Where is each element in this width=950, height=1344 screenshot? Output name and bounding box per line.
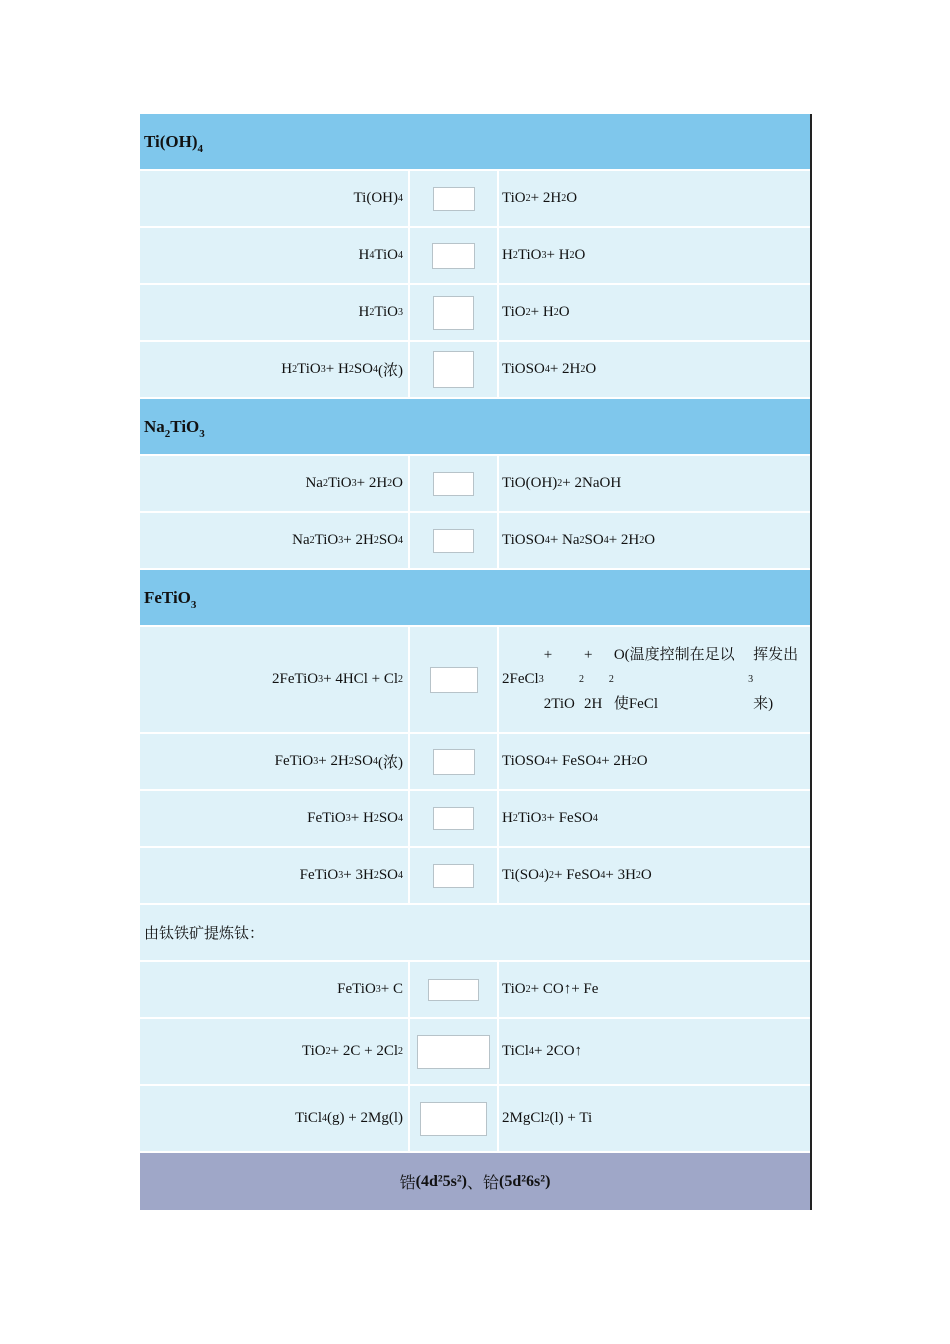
products: 2MgCl 2 (l) + Ti xyxy=(502,1110,593,1126)
reaction-condition-cell xyxy=(410,1019,499,1084)
table-row xyxy=(140,1019,810,1086)
condition-box xyxy=(433,187,475,211)
reactants: H 2 TiO 3 + H 2 SO 4 (浓) xyxy=(140,342,410,397)
reactants: FeTiO 3 + H 2 SO 4 xyxy=(140,791,410,846)
condition-box xyxy=(433,807,474,830)
reaction-condition-cell xyxy=(410,1086,499,1151)
zr-config: (4d²5s²) xyxy=(415,1172,467,1190)
table-row xyxy=(140,456,810,513)
reactants: Na 2 TiO 3 + 2H 2 SO 4 xyxy=(140,513,410,568)
condition-box xyxy=(433,296,474,330)
table-row xyxy=(140,734,810,791)
separator: 、 xyxy=(466,1175,483,1192)
reactants: 2FeTiO 3 + 4HCl + Cl 2 xyxy=(140,627,410,732)
reaction-table xyxy=(140,114,812,1210)
section-title: $Na_2TiO_3$ xyxy=(144,416,205,440)
extraction-note xyxy=(140,905,810,962)
reaction-condition-cell xyxy=(410,342,499,397)
table-row xyxy=(140,342,810,399)
table-row xyxy=(140,285,810,342)
condition-box xyxy=(430,667,478,693)
reactants: FeTiO 3 + 2H 2 SO 4 (浓) xyxy=(140,734,410,789)
reactants: TiCl 4 (g) + 2Mg(l) xyxy=(140,1086,410,1151)
table-row xyxy=(140,513,810,570)
reactants: H 2 TiO 3 xyxy=(140,285,410,340)
reaction-condition-cell xyxy=(410,962,499,1017)
reaction-condition-cell xyxy=(410,791,499,846)
table-row xyxy=(140,1086,810,1153)
section-header-na2tio3 xyxy=(140,399,810,456)
section-title: FeTiO$_3$ xyxy=(144,587,197,611)
condition-box xyxy=(433,749,475,775)
condition-box xyxy=(433,864,474,888)
reaction-condition-cell xyxy=(410,228,499,283)
reaction-condition-cell xyxy=(410,848,499,903)
note-text: 由钛铁矿提炼钛： xyxy=(144,926,265,942)
products: 2FeCl 3 + 2TiO 2 + 2H 2 O(温度控制在足以使FeCl 3 挥发出来) xyxy=(502,646,799,712)
products: H 2 TiO 3 + FeSO 4 xyxy=(502,810,598,826)
reaction-condition-cell xyxy=(410,627,499,732)
products: TiOSO 4 + FeSO 4 + 2H 2 O xyxy=(502,753,648,769)
zr-char: 锆 xyxy=(399,1175,416,1192)
products: TiO(OH) 2 + 2NaOH xyxy=(502,475,622,491)
section-header-tioh4 xyxy=(140,114,810,171)
condition-box xyxy=(433,472,474,496)
products: TiOSO 4 + Na 2 SO 4 + 2H 2 O xyxy=(502,532,656,548)
table-row xyxy=(140,228,810,285)
products: TiO 2 + 2H 2 O xyxy=(502,190,578,206)
reaction-condition-cell xyxy=(410,734,499,789)
condition-box xyxy=(417,1035,490,1069)
reactants: Ti(OH) 4 xyxy=(140,171,410,226)
table-row xyxy=(140,627,810,734)
products: Ti(SO 4 ) 2 + FeSO 4 + 3H 2 O xyxy=(502,867,652,883)
section-title: $Ti(OH)_4$ xyxy=(144,131,204,155)
reaction-condition-cell xyxy=(410,513,499,568)
section-header-fetio3 xyxy=(140,570,810,627)
reactants: H 4 TiO 4 xyxy=(140,228,410,283)
reactants: FeTiO 3 + C xyxy=(140,962,410,1017)
hf-char: 铪 xyxy=(483,1175,500,1192)
condition-box xyxy=(428,979,479,1001)
condition-box xyxy=(432,243,475,269)
products: H 2 TiO 3 + H 2 O xyxy=(502,247,586,263)
table-row xyxy=(140,791,810,848)
condition-box xyxy=(420,1102,487,1136)
products: TiO 2 + CO↑+ Fe xyxy=(502,981,599,997)
reactants: FeTiO 3 + 3H 2 SO 4 xyxy=(140,848,410,903)
reactants: TiO 2 + 2C + 2Cl 2 xyxy=(140,1019,410,1084)
products: TiCl 4 + 2CO↑ xyxy=(502,1043,583,1059)
reaction-condition-cell xyxy=(410,456,499,511)
reaction-condition-cell xyxy=(410,171,499,226)
table-row xyxy=(140,962,810,1019)
reaction-condition-cell xyxy=(410,285,499,340)
reactants: Na 2 TiO 3 + 2H 2 O xyxy=(140,456,410,511)
table-row xyxy=(140,171,810,228)
hf-config: (5d²6s²) xyxy=(499,1172,551,1190)
condition-box xyxy=(433,351,474,388)
products: TiO 2 + H 2 O xyxy=(502,304,570,320)
products: TiOSO 4 + 2H 2 O xyxy=(502,361,597,377)
condition-box xyxy=(433,529,474,553)
table-row xyxy=(140,848,810,905)
section-header-zr-hf xyxy=(140,1153,810,1210)
